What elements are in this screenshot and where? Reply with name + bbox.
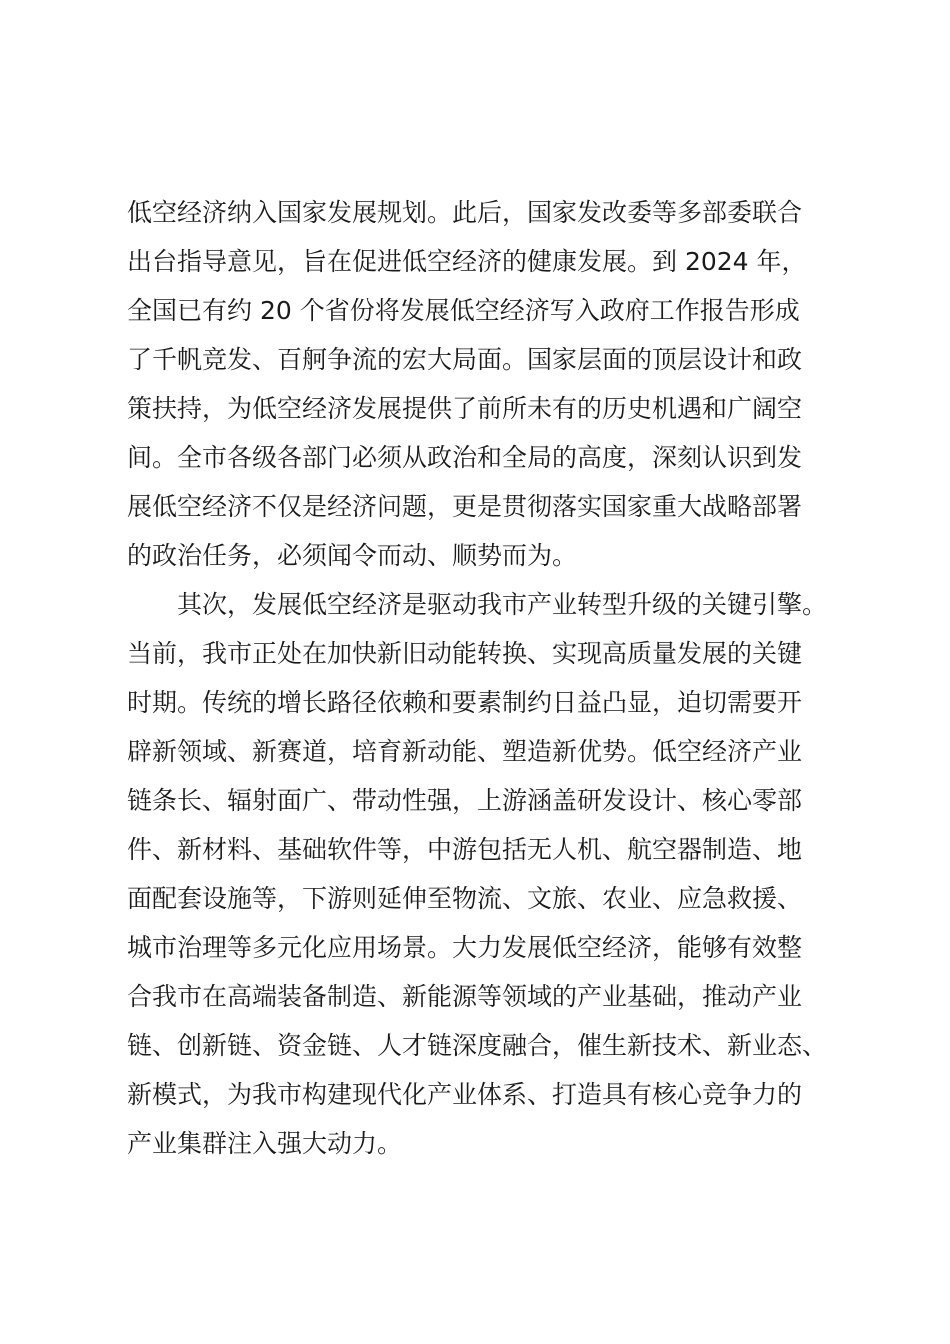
- paragraph-first-line: 其次，发展低空经济是驱动我市产业转型升级的关键引擎。: [127, 590, 828, 619]
- text-line: 面配套设施等，下游则延伸至物流、文旅、农业、应急救援、: [127, 884, 803, 913]
- text-line: 低空经济纳入国家发展规划。此后，国家发改委等多部委联合: [127, 198, 803, 227]
- text-line: 城市治理等多元化应用场景。大力发展低空经济，能够有效整: [127, 933, 803, 962]
- text-line: 当前，我市正处在加快新旧动能转换、实现高质量发展的关键: [127, 639, 803, 668]
- text-line: 出台指导意见，旨在促进低空经济的健康发展。到 2024 年，: [127, 247, 807, 276]
- text-line: 全国已有约 20 个省份将发展低空经济写入政府工作报告形成: [127, 296, 800, 325]
- text-line: 间。全市各级各部门必须从政治和全局的高度，深刻认识到发: [127, 443, 803, 472]
- text-line: 合我市在高端装备制造、新能源等领域的产业基础，推动产业: [127, 982, 803, 1011]
- text-line: 件、新材料、基础软件等，中游包括无人机、航空器制造、地: [127, 835, 803, 864]
- text-line: 展低空经济不仅是经济问题，更是贯彻落实国家重大战略部署: [127, 492, 803, 521]
- text-line: 时期。传统的增长路径依赖和要素制约日益凸显，迫切需要开: [127, 688, 803, 717]
- text-line: 辟新领域、新赛道，培育新动能、塑造新优势。低空经济产业: [127, 737, 803, 766]
- text-line: 策扶持，为低空经济发展提供了前所未有的历史机遇和广阔空: [127, 394, 803, 423]
- text-line: 产业集群注入强大动力。: [127, 1129, 403, 1158]
- text-line: 链、创新链、资金链、人才链深度融合，催生新技术、新业态、: [127, 1031, 828, 1060]
- text-line: 新模式，为我市构建现代化产业体系、打造具有核心竞争力的: [127, 1080, 803, 1109]
- text-line: 的政治任务，必须闻令而动、顺势而为。: [127, 541, 578, 570]
- text-line: 链条长、辐射面广、带动性强，上游涵盖研发设计、核心零部: [127, 786, 803, 815]
- text-line: 了千帆竞发、百舸争流的宏大局面。国家层面的顶层设计和政: [127, 345, 803, 374]
